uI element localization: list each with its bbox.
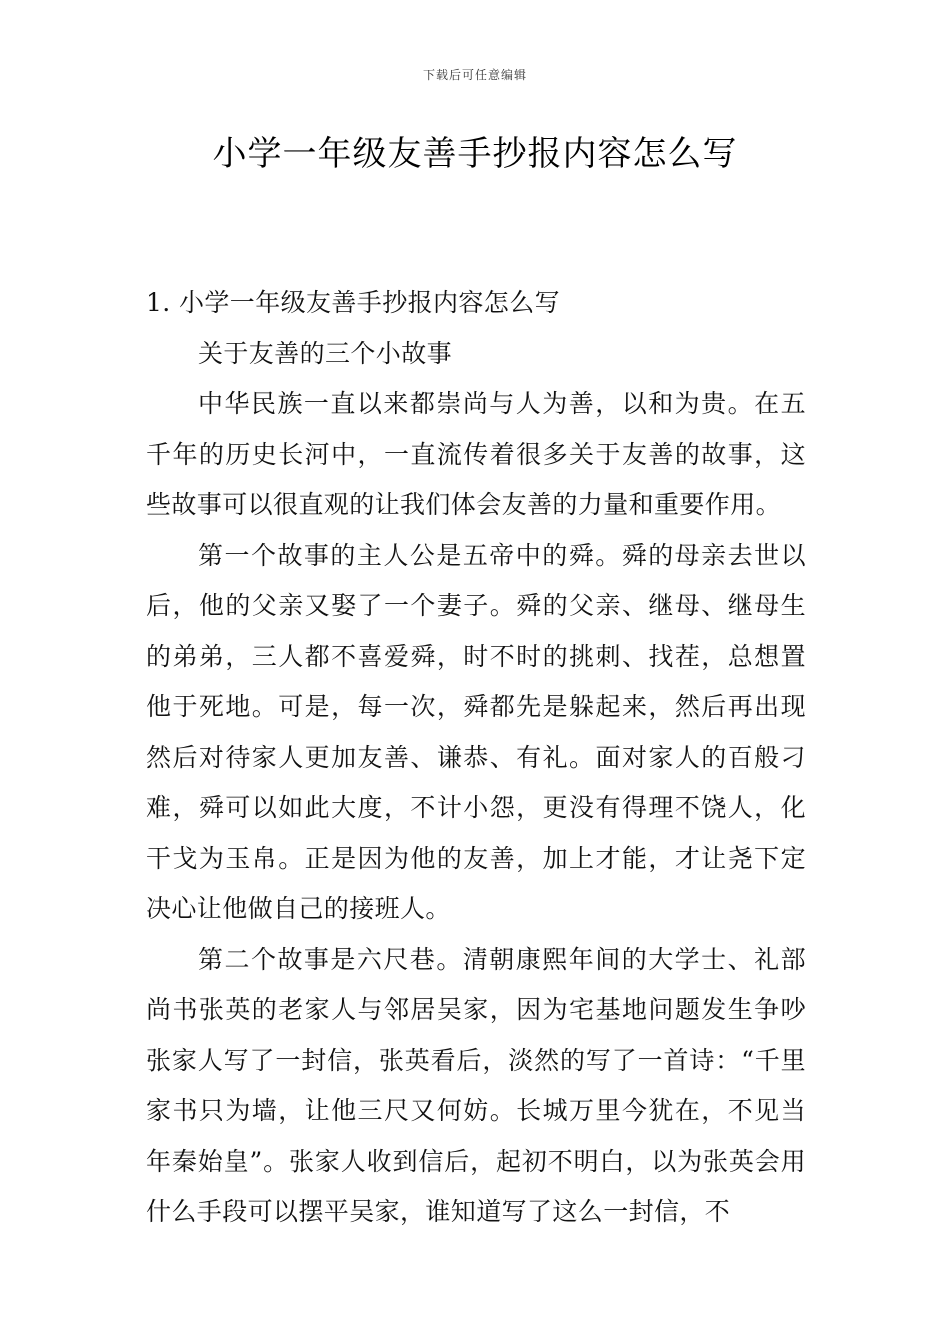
document-body (146, 278, 806, 1238)
document-title: 小学一年级友善手抄报内容怎么写 (212, 134, 738, 174)
paragraph-story-two: 第二个故事是六尺巷。清朝康熙年间的大学士、礼部尚书张英的老家人与邻居吴家，因为宅基地问题发生争吵张家人写了一封信，张英看后，淡然的写了一首诗：“千里家书只为墙，让他三尺又何妨。长城万里今犹在，不见当年秦始皇”。张家人收到信后，起初不明白，以为张英会用什么手段可以摆平吴家，谁知道写了这么一封信，不 (146, 944, 806, 1226)
page-header-note: 下载后可任意编辑 (422, 68, 527, 82)
story-subtitle: 关于友善的三个小故事 (198, 338, 453, 368)
paragraph-intro: 中华民族一直以来都崇尚与人为善，以和为贵。在五千年的历史长河中，一直流传着很多关于友善的故事，这些故事可以很直观的让我们体会友善的力量和重要作用。 (146, 389, 806, 519)
paragraph-story-one: 第一个故事的主人公是五帝中的舜。舜的母亲去世以后，他的父亲又娶了一个妻子。舜的父亲、继母、继母生的弟弟，三人都不喜爱舜，时不时的挑刺、找茬，总想置他于死地。可是，每一次，舜都先是躲起来，然后再出现然后对待家人更加友善、谦恭、有礼。面对家人的百般刁难，舜可以如此大度，不计小怨，更没有得理不饶人，化干戈为玉帛。正是因为他的友善，加上才能，才让尧下定决心让他做自己的接班人。 (146, 540, 806, 923)
section-heading: 1. 小学一年级友善手抄报内容怎么写 (146, 288, 561, 317)
